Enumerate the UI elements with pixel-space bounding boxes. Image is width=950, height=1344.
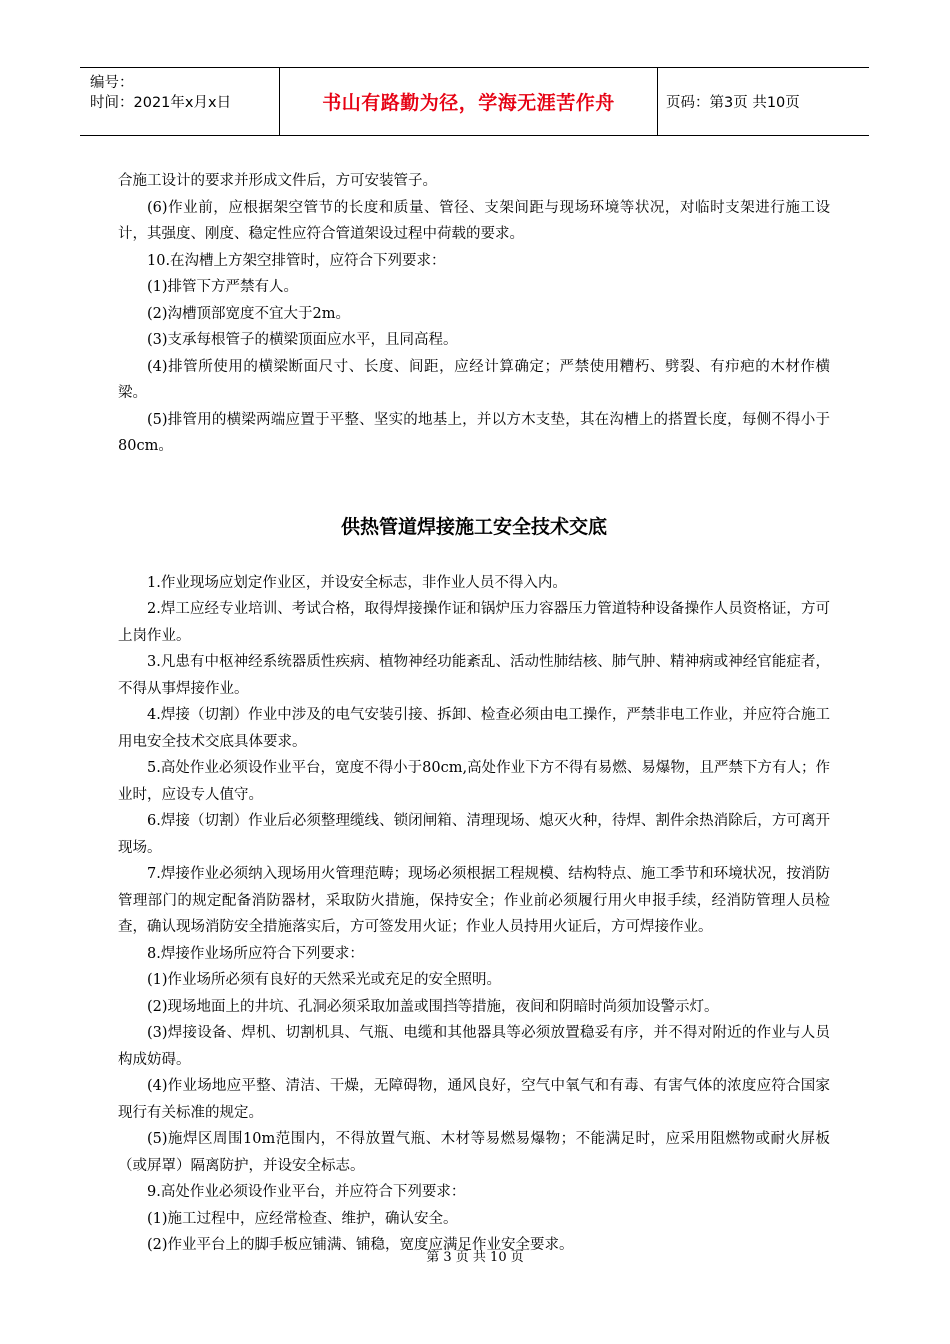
paragraph: (4)排管所使用的横梁断面尺寸、长度、间距，应经计算确定；严禁使用糟朽、劈裂、有疖疤的木材作横梁。 — [118, 358, 830, 401]
document-body — [118, 168, 830, 1259]
paragraph: 合施工设计的要求并形成文件后，方可安装管子。 — [118, 173, 437, 189]
paragraph: 2.焊工应经专业培训、考试合格，取得焊接操作证和锅炉压力容器压力管道特种设备操作人员资格证，方可上岗作业。 — [118, 601, 830, 644]
paragraph: (3)焊接设备、焊机、切割机具、气瓶、电缆和其他器具等必须放置稳妥有序，并不得对附近的作业与人员构成妨碍。 — [118, 1025, 830, 1068]
paragraph: (2)作业平台上的脚手板应铺满、铺稳，宽度应满足作业安全要求。 — [147, 1237, 574, 1253]
paragraph: (3)支承每根管子的横梁顶面应水平，且同高程。 — [147, 332, 458, 348]
paragraph: 7.焊接作业必须纳入现场用火管理范畴；现场必须根据工程规模、结构特点、施工季节和环境状况，按消防管理部门的规定配备消防器材，采取防火措施，保持安全；作业前必须履行用火申报手续，经消防管理人员检查，确认现场消防安全措施落实后，方可签发用火证；作业人员持用火证后，方可焊接作业。 — [118, 866, 830, 935]
paragraph: (4)作业场地应平整、清洁、干燥，无障碍物，通风良好，空气中氧气和有毒、有害气体的浓度应符合国家现行有关标准的规定。 — [118, 1078, 830, 1121]
header-page-number: 页码：第3页 共10页 — [666, 95, 800, 111]
paragraph: 3.凡患有中枢神经系统器质性疾病、植物神经功能紊乱、活动性肺结核、肺气肿、精神病或神经官能症者，不得从事焊接作业。 — [118, 654, 830, 697]
paragraph: 8.焊接作业场所应符合下列要求： — [147, 945, 364, 962]
paragraph: 9.高处作业必须设作业平台，并应符合下列要求： — [147, 1184, 466, 1200]
document-time-label: 时间：2021年x月x日 — [90, 95, 232, 111]
paragraph: (6)作业前，应根据架空管节的长度和质量、管径、支架间距与现场环境等状况，对临时支架进行施工设计，其强度、刚度、稳定性应符合管道架设过程中荷载的要求。 — [118, 199, 830, 242]
paragraph: 5.高处作业必须设作业平台，宽度不得小于80cm,高处作业下方不得有易燃、易爆物，且严禁下方有人；作业时，应设专人值守。 — [118, 760, 830, 803]
paragraph: (1)作业场所必须有良好的天然采光或充足的安全照明。 — [147, 972, 502, 988]
paragraph: (2)现场地面上的井坑、孔洞必须采取加盖或围挡等措施，夜间和阴暗时尚须加设警示灯。 — [147, 998, 719, 1015]
paragraph: (5)排管用的横梁两端应置于平整、坚实的地基上，并以方木支垫，其在沟槽上的搭置长度，每侧不得小于80cm。 — [118, 411, 830, 454]
paragraph: 4.焊接（切割）作业中涉及的电气安装引接、拆卸、检查必须由电工操作，严禁非电工作业，并应符合施工用电安全技术交底具体要求。 — [118, 707, 830, 750]
paragraph: (2)沟槽顶部宽度不宜大于2m。 — [147, 305, 351, 322]
paragraph: 10.在沟槽上方架空排管时，应符合下列要求： — [147, 252, 446, 269]
paragraph: (1)排管下方严禁有人。 — [147, 279, 299, 295]
paragraph: (5)施焊区周围10m范围内，不得放置气瓶、木材等易燃易爆物；不能满足时，应采用阻燃物或耐火屏板（或屏罩）隔离防护，并设安全标志。 — [118, 1131, 830, 1174]
paragraph: 6.焊接（切割）作业后必须整理缆线、锁闭闸箱、清理现场、熄灭火种，待焊、割件余热消除后，方可离开现场。 — [118, 813, 830, 856]
paragraph: 1.作业现场应划定作业区，并设安全标志，非作业人员不得入内。 — [147, 574, 567, 591]
document-number-label: 编号： — [90, 75, 134, 91]
header-meta — [80, 68, 280, 135]
header-motto: 书山有路勤为径，学海无涯苦作舟 — [280, 68, 658, 135]
section-title: 供热管道焊接施工安全技术交底 — [340, 515, 607, 538]
page-header — [80, 67, 869, 136]
paragraph: (1)施工过程中，应经常检查、维护，确认安全。 — [147, 1210, 458, 1227]
page-footer: 第 3 页 共 10 页 — [426, 1250, 524, 1265]
